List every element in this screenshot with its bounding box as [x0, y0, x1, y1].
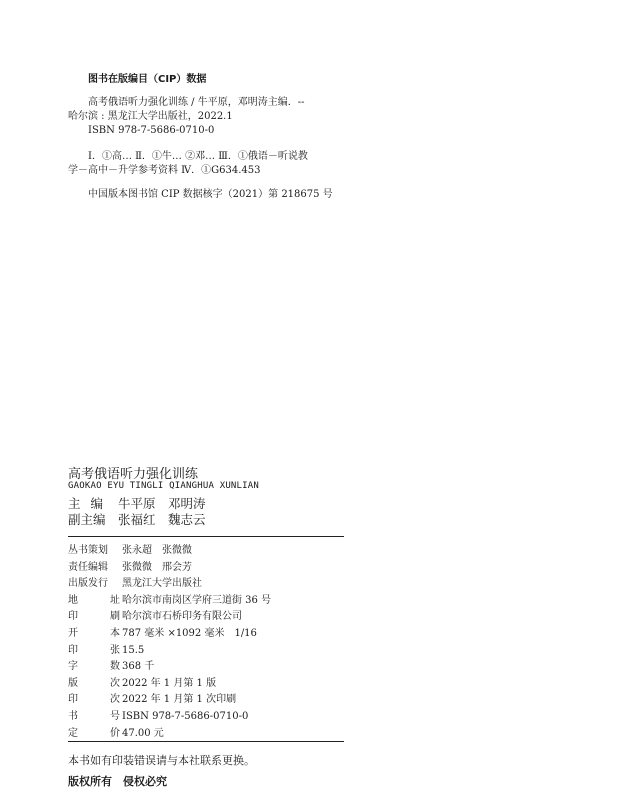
- publication-info-row: [68, 726, 271, 743]
- cip-subject-line: 学－高中－升学参考资料 Ⅳ．①G634.453: [68, 165, 261, 176]
- info-value: 张微微 邢会芳: [122, 561, 192, 573]
- publication-info-row: [68, 593, 271, 610]
- book-pinyin-title: GAOKAO EYU TINGLI QIANGHUA XUNLIAN: [68, 481, 260, 491]
- info-label: 责任编辑: [68, 561, 108, 573]
- cip-entry-line: 哈尔滨 : 黑龙江大学出版社，2022.1: [68, 111, 233, 122]
- info-label: 字 数: [68, 661, 120, 673]
- cip-heading: 图书在版编目（CIP）数据: [88, 74, 207, 85]
- misprint-notice: 本书如有印装错误请与本社联系更换。: [68, 754, 255, 767]
- cip-subject-line: Ⅰ．①高… Ⅱ．①牛… ②邓… Ⅲ．①俄语－听说教: [88, 151, 308, 162]
- publication-info-row: [68, 626, 271, 643]
- copyright-notice: 版权所有 侵权必究: [68, 775, 167, 788]
- info-value: 张永超 张微微: [122, 545, 192, 556]
- cip-verification: 中国版本图书馆 CIP 数据核字（2021）第 218675 号: [88, 189, 333, 200]
- info-value: 哈尔滨市石桥印务有限公司: [122, 611, 242, 623]
- info-label: 版 次: [68, 677, 120, 689]
- publication-info-row: [68, 659, 271, 676]
- info-value: 787 毫米 ×1092 毫米 1/16: [122, 627, 257, 639]
- publication-info-list: [68, 543, 271, 742]
- cip-entry-line: 高考俄语听力强化训练 / 牛平原，邓明涛主编．--: [88, 97, 305, 108]
- info-value: 2022 年 1 月第 1 次印刷: [122, 694, 237, 706]
- cip-entry-line: ISBN 978-7-5686-0710-0: [88, 125, 215, 136]
- top-rule: [68, 536, 344, 537]
- info-label: 印 次: [68, 694, 120, 706]
- publication-info-row: [68, 676, 271, 693]
- publication-info-row: [68, 643, 271, 660]
- deputy-editor-row: [68, 510, 206, 528]
- info-value: 368 千: [122, 661, 155, 673]
- publication-info-row: [68, 609, 271, 626]
- publication-info-row: [68, 543, 271, 560]
- info-label: 定 价: [68, 727, 120, 739]
- info-label: 印 刷: [68, 611, 120, 623]
- cip-subjects: [68, 150, 308, 178]
- publication-info-row: [68, 692, 271, 709]
- bottom-rule: [68, 741, 344, 742]
- info-value: ISBN 978-7-5686-0710-0: [122, 710, 249, 722]
- info-value: 黑龙江大学出版社: [122, 578, 202, 590]
- info-label: 丛书策划: [68, 545, 108, 556]
- publication-info-row: [68, 576, 271, 593]
- chief-editor-names: 牛平原 邓明涛: [118, 496, 206, 511]
- chief-editor-label: 主编: [68, 496, 114, 511]
- info-value: 15.5: [122, 644, 145, 656]
- info-value: 2022 年 1 月第 1 版: [122, 677, 217, 689]
- info-label: 印 张: [68, 644, 120, 656]
- publication-info-row: [68, 709, 271, 726]
- info-label: 地 址: [68, 594, 120, 606]
- publication-info-row: [68, 560, 271, 577]
- book-title: 高考俄语听力强化训练: [68, 467, 199, 482]
- deputy-editor-names: 张福红 魏志云: [118, 512, 206, 527]
- info-label: 出版发行: [68, 578, 108, 590]
- info-value: 哈尔滨市南岗区学府三道街 36 号: [122, 594, 272, 606]
- cip-entry: [68, 96, 304, 138]
- info-label: 开 本: [68, 627, 120, 639]
- info-value: 47.00 元: [122, 727, 164, 739]
- info-label: 书 号: [68, 710, 120, 722]
- deputy-editor-label: 副主编: [68, 512, 106, 527]
